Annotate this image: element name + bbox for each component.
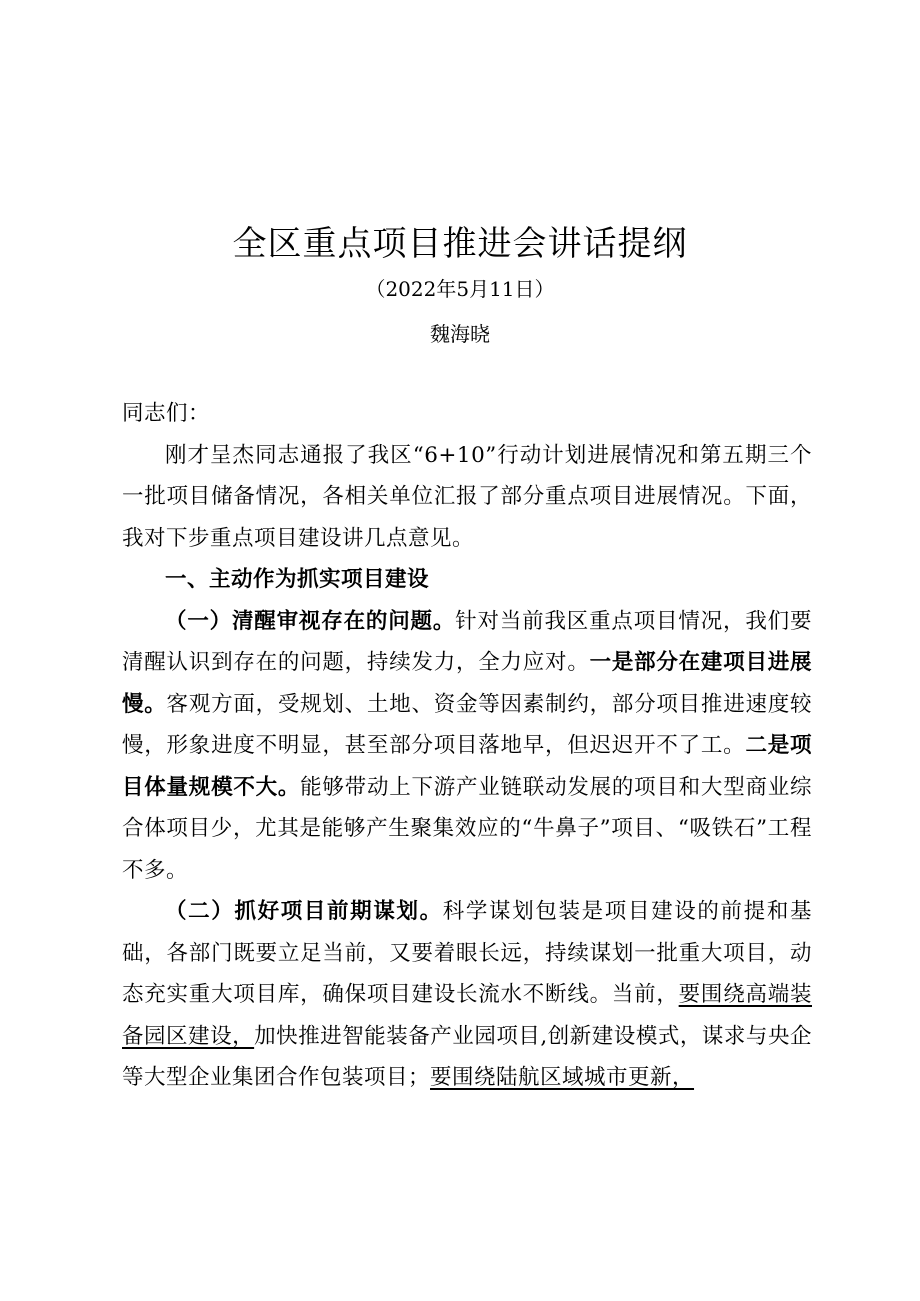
- paragraph-text: 客观方面，受规划、土地、资金等因素制约，部分项目推进速度较慢，形象进度不明显，甚至部分项目落地早，但迟迟开不了工。: [122, 691, 812, 758]
- document-body: [122, 393, 812, 1099]
- paragraph-text: 针对当前我区重点项目情况，我们要清醒认识到存在的问题，持续发力，全力应对。: [122, 608, 812, 675]
- underlined-phrase: 要围绕高端装备园区建设，: [122, 982, 812, 1049]
- paragraph-problems: [122, 601, 812, 892]
- document-date: （2022年5月11日）: [365, 277, 555, 301]
- paragraph-text: 科学谋划包装是项目建设的前提和基础，各部门既要立足当前，又要着眼长远，持续谋划一批重大项目，动态充实重大项目库，确保项目建设长流水不断线。当前，: [122, 899, 812, 1007]
- paragraph-text: 能够带动上下游产业链联动发展的项目和大型商业综合体项目少，尤其是能够产生聚集效应的“牛鼻子”项目、“吸铁石”工程不多。: [122, 774, 812, 883]
- paragraph-intro: 刚才呈杰同志通报了我区“6+10”行动计划进展情况和第五期三个一批项目储备情况，各相关单位汇报了部分重点项目进展情况。下面，我对下步重点项目建设讲几点意见。: [122, 442, 812, 551]
- point-one: 一是部分在建项目进展慢。: [122, 650, 812, 717]
- point-two: 二是项目体量规模不大。: [122, 733, 812, 800]
- paragraph-text: 加快推进智能装备产业园项目,创新建设模式，谋求与央企等大型企业集团合作包装项目；: [122, 1023, 812, 1090]
- subheading-1: （一）清醒审视存在的问题。: [165, 608, 456, 634]
- document-author: 魏海晓: [430, 322, 490, 346]
- subheading-2: （二）抓好项目前期谋划。: [165, 899, 443, 924]
- underlined-phrase: 要围绕陆航区域城市更新，: [430, 1065, 695, 1090]
- document-title: 全区重点项目推进会讲话提纲: [232, 224, 688, 264]
- section-heading-1: 一、主动作为抓实项目建设: [165, 567, 430, 592]
- paragraph-planning: [122, 891, 812, 1099]
- salutation: 同志们：: [122, 401, 211, 426]
